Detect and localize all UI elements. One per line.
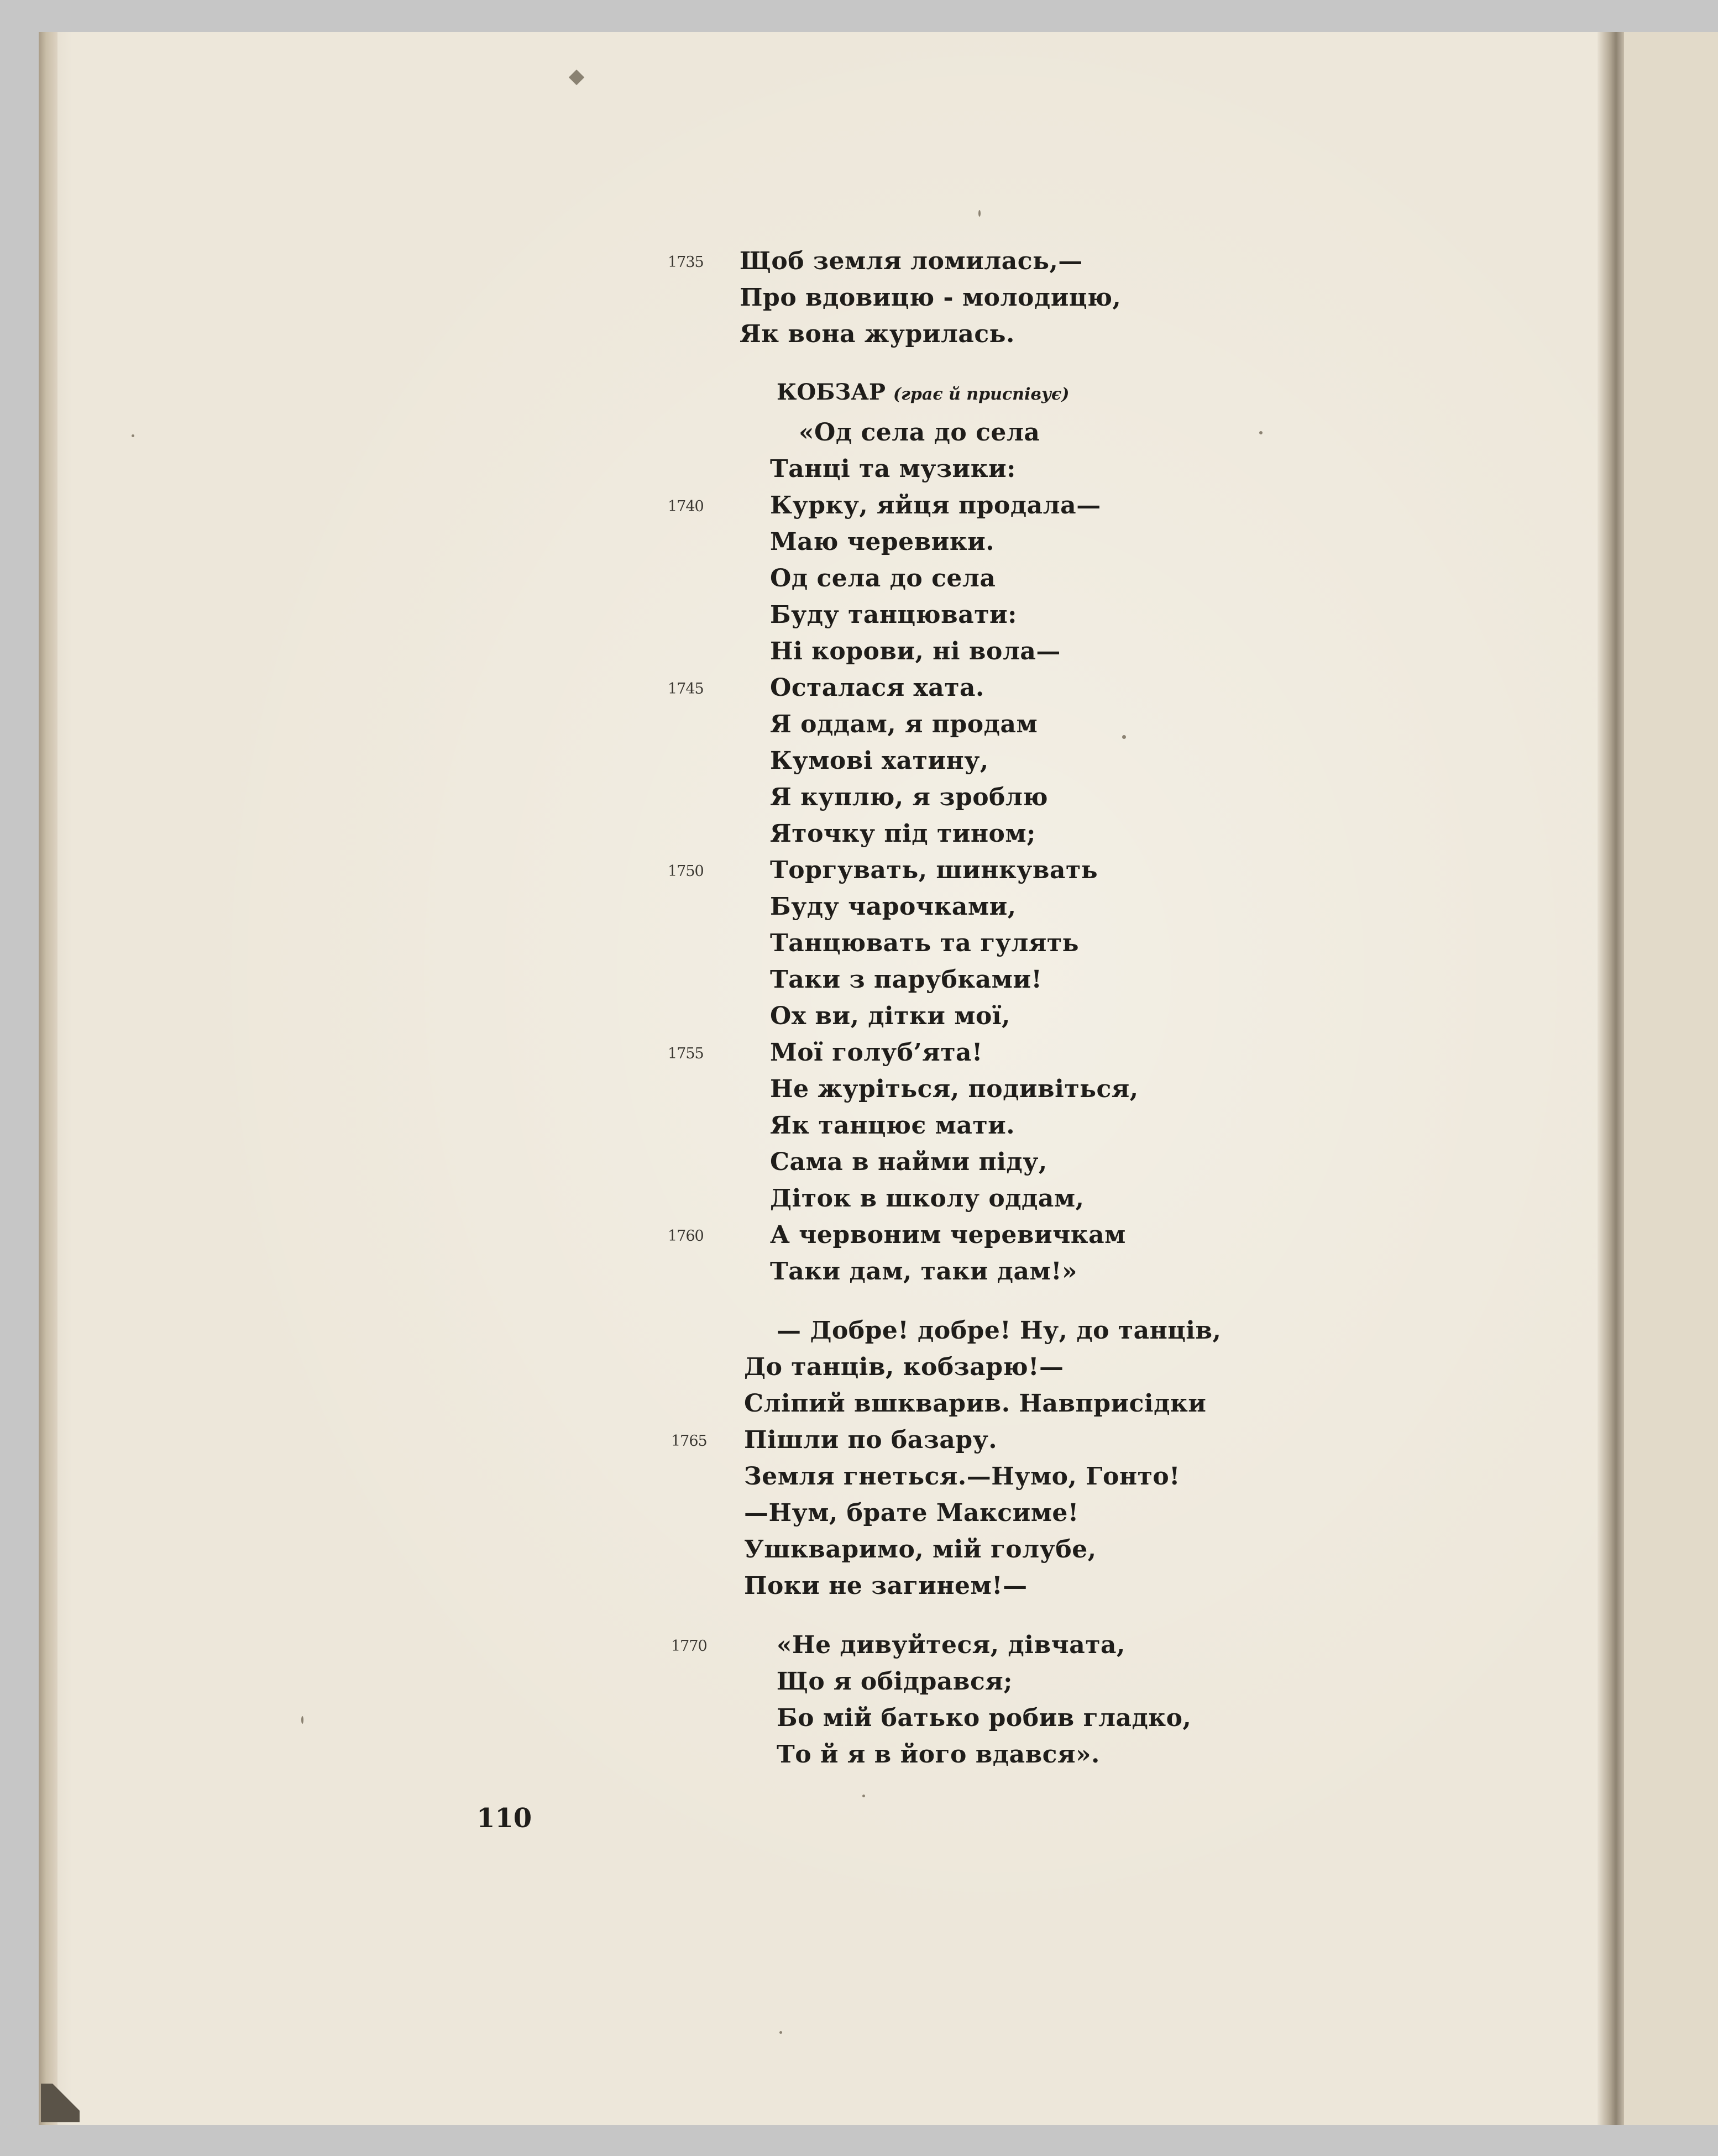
verse-line: То й я в його вдався». bbox=[777, 1740, 1100, 1769]
verse-line: Танцювать та гулять bbox=[770, 929, 1079, 957]
verse-line: Танці та музики: bbox=[770, 455, 1016, 483]
verse-line: Ушкваримо, мій голубе, bbox=[744, 1535, 1097, 1564]
line-number: 1740 bbox=[668, 498, 704, 515]
verse-line: До танців, кобзарю!— bbox=[744, 1353, 1064, 1381]
line-number: 1745 bbox=[668, 680, 704, 697]
stage-direction: (грає й приспівує) bbox=[893, 385, 1070, 404]
verse-line: Мої голуб’ята! bbox=[770, 1038, 983, 1067]
verse-line: Таки дам, таки дам!» bbox=[770, 1257, 1078, 1286]
verse-line: Торгувать, шинкувать bbox=[770, 856, 1098, 884]
verse-line: Сама в найми піду, bbox=[770, 1148, 1047, 1176]
verse-line: Сліпий вшкварив. Навприсідки bbox=[744, 1389, 1207, 1418]
facing-page-edge bbox=[1624, 32, 1718, 2125]
verse-line: Курку, яйця продала— bbox=[770, 491, 1101, 520]
verse-line: Бо мій батько робив гладко, bbox=[777, 1704, 1192, 1732]
verse-line: Таки з парубками! bbox=[770, 966, 1043, 994]
line-number: 1765 bbox=[671, 1433, 707, 1450]
speaker-heading bbox=[777, 376, 1070, 411]
verse-line: Не журіться, подивіться, bbox=[770, 1075, 1139, 1103]
verse-line: Про вдовицю - молодицю, bbox=[740, 284, 1122, 312]
paper-speck bbox=[132, 434, 134, 437]
line-number: 1755 bbox=[668, 1045, 704, 1062]
verse-line: Яточку під тином; bbox=[770, 820, 1036, 848]
page-number: 110 bbox=[476, 1803, 532, 1834]
paper-speck bbox=[862, 1795, 865, 1797]
paper-speck bbox=[1259, 431, 1263, 434]
verse-line: Як танцює мати. bbox=[770, 1111, 1015, 1140]
verse-line: Поки не загинем!— bbox=[744, 1572, 1028, 1600]
paper-speck bbox=[978, 210, 981, 217]
speaker-name: КОБЗАР bbox=[777, 379, 886, 405]
line-number: 1770 bbox=[671, 1638, 707, 1655]
verse-line: Маю черевики. bbox=[770, 528, 995, 556]
paper-speck bbox=[779, 2031, 782, 2034]
verse-line: Осталася хата. bbox=[770, 674, 984, 702]
paper-speck bbox=[1122, 735, 1126, 739]
verse-line: Од села до села bbox=[770, 564, 996, 592]
verse-line: Ні корови, ні вола— bbox=[770, 637, 1061, 665]
verse-line: Я куплю, я зроблю bbox=[770, 783, 1049, 811]
verse-line: Як вона журилась. bbox=[740, 320, 1015, 348]
line-number: 1750 bbox=[668, 863, 704, 880]
verse-line: Кумові хатину, bbox=[770, 747, 989, 775]
verse-line: Щоб земля ломилась,— bbox=[740, 247, 1083, 275]
paper-speck bbox=[301, 1716, 303, 1724]
page-left-edge bbox=[39, 32, 57, 2125]
verse-line: «Не дивуйтеся, дівчата, bbox=[777, 1631, 1125, 1659]
verse-line: Буду чарочками, bbox=[770, 893, 1017, 921]
verse-line: —Нум, брате Максиме! bbox=[744, 1499, 1079, 1527]
line-number: 1735 bbox=[668, 254, 704, 271]
verse-line: Що я обідрався; bbox=[777, 1667, 1013, 1696]
verse-line: Діток в школу оддам, bbox=[770, 1184, 1085, 1213]
verse-line: «Од села до села bbox=[799, 418, 1040, 447]
line-number: 1760 bbox=[668, 1227, 704, 1245]
book-spine-shadow bbox=[1597, 32, 1624, 2125]
verse-line: — Добре! добре! Ну, до танців, bbox=[777, 1316, 1222, 1345]
verse-line: Ох ви, дітки мої, bbox=[770, 1002, 1010, 1030]
verse-line: Пішли по базару. bbox=[744, 1426, 998, 1454]
verse-line: Буду танцювати: bbox=[770, 601, 1017, 629]
verse-line: Земля гнеться.—Нумо, Гонто! bbox=[744, 1462, 1180, 1491]
verse-line: А червоним черевичкам bbox=[770, 1221, 1126, 1249]
verse-line: Я оддам, я продам bbox=[770, 710, 1038, 738]
